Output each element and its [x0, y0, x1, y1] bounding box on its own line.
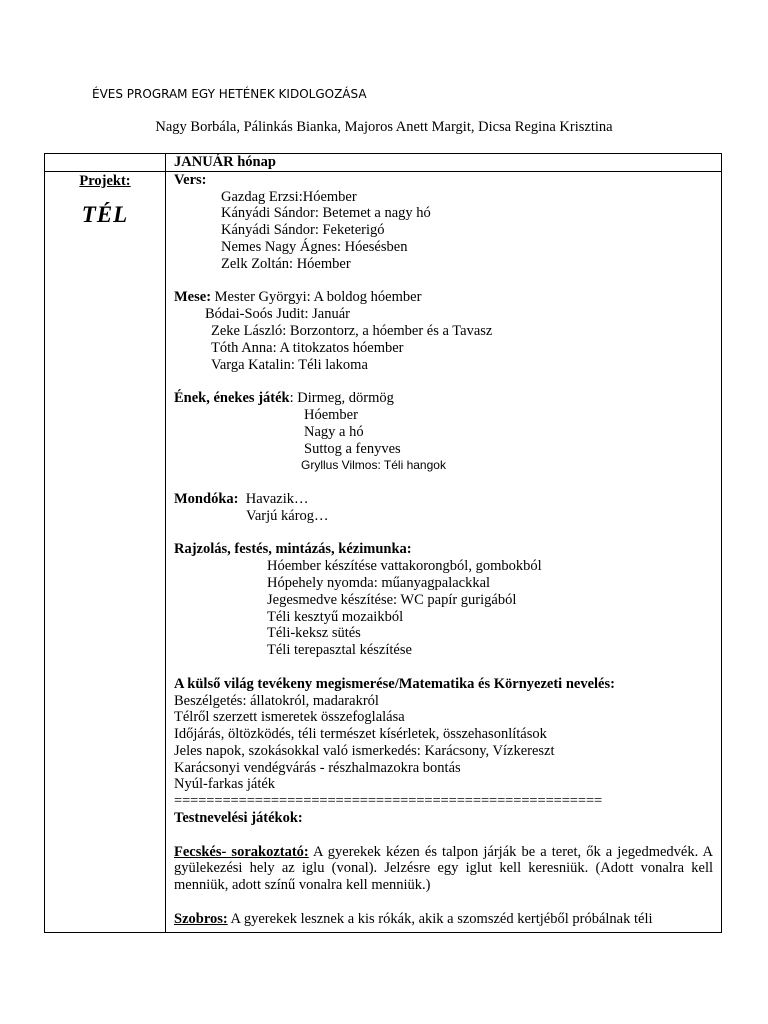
projekt-name: TÉL [81, 201, 129, 227]
kulso-item: Jeles napok, szokásokkal való ismerkedés: Karácsony, Vízkereszt [174, 742, 555, 759]
kulso-item: Nyúl-farkas játék [174, 776, 276, 793]
vers-item: Zelk Zoltán: Hóember [221, 255, 351, 272]
rajzolas-item: Téli kesztyű mozaikból [267, 608, 404, 625]
mondoka-first-line [174, 491, 713, 508]
game-text: A gyerekek kézen és talpon járják be a teret, ők a jegedmedvék. A gyülekezési hely az iglu (vonal). Jelzésre egy iglut kell keresniük. (Adott vonalra kell menniük, adott színű vonalra kell menniük.) [174, 843, 713, 894]
enek-item: Hóember [304, 406, 358, 423]
month-row [45, 154, 722, 172]
mese-item: Bódai-Soós Judit: Január [205, 306, 350, 323]
document-title: ÉVES PROGRAM EGY HETÉNEK KIDOLGOZÁSA [92, 87, 367, 101]
mondoka-item: Varjú károg… [246, 507, 329, 524]
vers-item: Gazdag Erzsi:Hóember [221, 188, 357, 205]
enek-heading: Ének, énekes játék [174, 390, 290, 407]
game-paragraph [174, 844, 713, 894]
mondoka-item: Havazik… [245, 490, 309, 507]
mese-item: Tóth Anna: A titokzatos hóember [211, 339, 404, 356]
kulso-heading: A külső világ tevékeny megismerése/Matematika és Környezeti nevelés: [174, 675, 615, 692]
vers-item: Nemes Nagy Ágnes: Hóesésben [221, 238, 408, 255]
mese-item: Zeke László: Borzontorz, a hóember és a Tavasz [211, 322, 493, 339]
kulso-item: Időjárás, öltözködés, téli természet kísérletek, összehasonlítások [174, 726, 547, 743]
rajzolas-item: Téli-keksz sütés [267, 625, 361, 642]
enek-item: : Dirmeg, dörmög [289, 390, 394, 407]
separator-line: ===================================================== [174, 793, 603, 810]
enek-item: Nagy a hó [304, 423, 364, 440]
projekt-label: Projekt: [79, 172, 131, 189]
game-text: A gyerekek lesznek a kis rókák, akik a szomszéd kertjéből próbálnak téli [227, 910, 653, 927]
game-name: Szobros: [174, 910, 228, 927]
rajzolas-item: Téli terepasztal készítése [267, 642, 412, 659]
authors-line: Nagy Borbála, Pálinkás Bianka, Majoros Anett Margit, Dicsa Regina Krisztina [155, 119, 613, 135]
game-paragraph [174, 911, 713, 928]
mese-first-line [174, 289, 713, 306]
rajzolas-heading: Rajzolás, festés, mintázás, kézimunka: [174, 541, 412, 558]
content-cell [166, 171, 722, 932]
kulso-item: Beszélgetés: állatokról, madarakról [174, 692, 379, 709]
enek-first-line [174, 390, 713, 407]
rajzolas-item: Hóember készítése vattakorongból, gombokból [267, 558, 542, 575]
mondoka-heading: Mondóka: [174, 490, 239, 507]
vers-item: Kányádi Sándor: Feketerigó [221, 222, 385, 239]
testneveles-heading: Testnevelési játékok: [174, 810, 303, 827]
kulso-item: Télről szerzett ismeretek összefoglalása [174, 709, 405, 726]
month-heading: JANUÁR hónap [166, 154, 722, 172]
vers-item: Kányádi Sándor: Betemet a nagy hó [221, 205, 431, 222]
game-name: Fecskés- sorakoztató: [174, 843, 309, 860]
mese-heading: Mese: [174, 289, 212, 306]
program-table [44, 153, 722, 933]
content-row [45, 171, 722, 932]
left-header-cell [45, 154, 166, 172]
kulso-item: Karácsonyi vendégvárás - részhalmazokra bontás [174, 759, 461, 776]
enek-item-small: Gryllus Vilmos: Téli hangok [301, 458, 446, 473]
rajzolas-item: Jegesmedve készítése: WC papír gurigából [267, 591, 517, 608]
mese-item: Mester Györgyi: A boldog hóember [214, 289, 422, 306]
enek-item: Suttog a fenyves [304, 440, 401, 457]
vers-heading: Vers: [174, 171, 207, 188]
projekt-cell [45, 171, 166, 932]
vers-list [174, 189, 713, 273]
rajzolas-item: Hópehely nyomda: műanyagpalackkal [267, 574, 491, 591]
mese-item: Varga Katalin: Téli lakoma [211, 356, 368, 373]
